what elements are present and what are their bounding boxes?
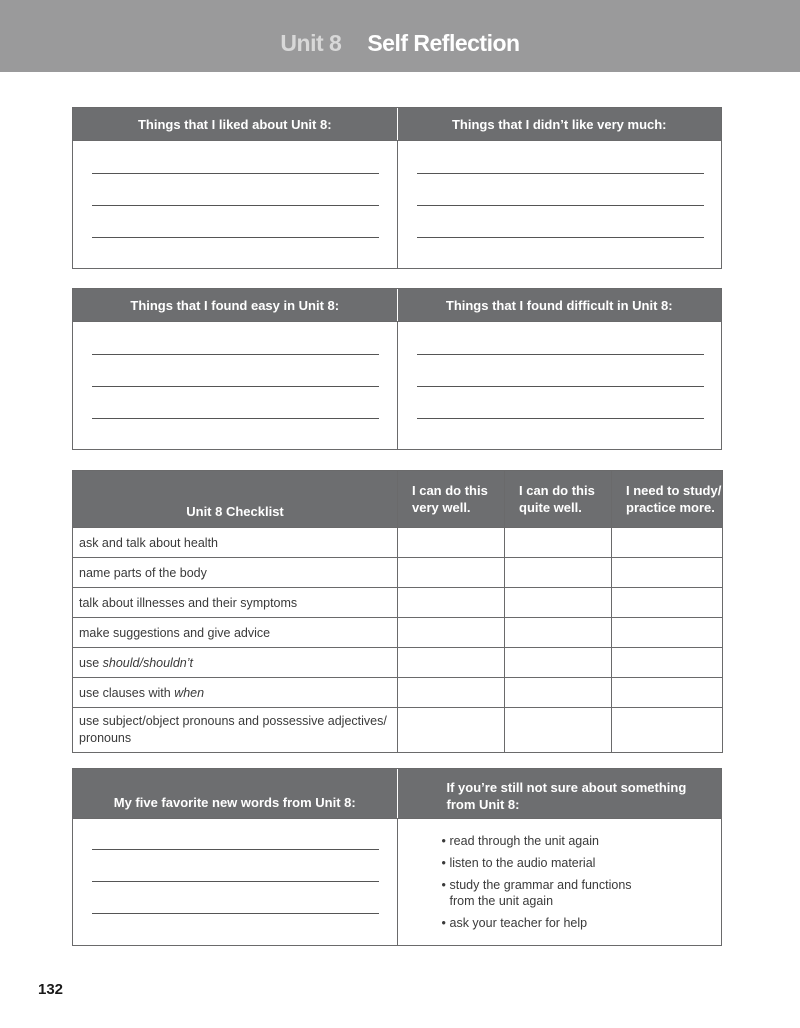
checkbox-cell[interactable]	[612, 678, 723, 708]
checkbox-cell[interactable]	[398, 558, 505, 588]
writing-line	[92, 386, 379, 387]
writing-line	[92, 354, 379, 355]
checklist-item: talk about illnesses and their symptoms	[73, 588, 398, 618]
checklist-heading: Unit 8 Checklist	[73, 471, 398, 528]
disliked-heading: Things that I didn’t like very much:	[397, 108, 722, 140]
checkbox-cell[interactable]	[398, 618, 505, 648]
checkbox-cell[interactable]	[398, 708, 505, 753]
easy-heading: Things that I found easy in Unit 8:	[130, 297, 340, 313]
table-row	[73, 558, 723, 588]
checklist-item: name parts of the body	[73, 558, 398, 588]
table-row	[73, 618, 723, 648]
difficult-answer-area[interactable]	[397, 322, 722, 449]
checklist-item: make suggestions and give advice	[73, 618, 398, 648]
checkbox-cell[interactable]	[505, 528, 612, 558]
col-very-well: I can do this very well.	[398, 471, 505, 528]
writing-line	[417, 205, 704, 206]
checklist-item: use subject/object pronouns and possessive adjectives/ pronouns	[73, 708, 398, 753]
writing-line	[92, 205, 379, 206]
liked-disliked-box	[72, 107, 722, 269]
writing-line	[92, 418, 379, 419]
table-row	[73, 588, 723, 618]
writing-line	[92, 881, 379, 882]
writing-line	[417, 386, 704, 387]
easy-answer-area[interactable]	[73, 322, 397, 449]
writing-line	[92, 173, 379, 174]
checkbox-cell[interactable]	[398, 678, 505, 708]
checkbox-cell[interactable]	[612, 708, 723, 753]
unsure-heading: If you’re still not sure about something from Unit 8:	[397, 769, 722, 818]
table-row	[73, 678, 723, 708]
section-title: Self Reflection	[367, 30, 520, 56]
list-item: • listen to the audio material	[441, 856, 596, 870]
disliked-answer-area[interactable]	[397, 141, 722, 268]
favorite-words-answer-area[interactable]	[73, 819, 397, 945]
writing-line	[92, 913, 379, 914]
page-number: 132	[38, 981, 64, 998]
checkbox-cell[interactable]	[612, 558, 723, 588]
checkbox-cell[interactable]	[398, 648, 505, 678]
col-quite-well: I can do this quite well.	[505, 471, 612, 528]
writing-line	[417, 237, 704, 238]
checklist-item: ask and talk about health	[73, 528, 398, 558]
favorite-words-heading: My five favorite new words from Unit 8:	[113, 795, 356, 810]
liked-answer-area[interactable]	[73, 141, 397, 268]
writing-line	[92, 849, 379, 850]
table-row	[73, 648, 723, 678]
writing-line	[417, 354, 704, 355]
checkbox-cell[interactable]	[398, 528, 505, 558]
checklist-header-row	[73, 471, 723, 528]
page-title	[0, 30, 800, 57]
checkbox-cell[interactable]	[612, 618, 723, 648]
checkbox-cell[interactable]	[612, 588, 723, 618]
tips-list	[442, 833, 632, 937]
liked-heading: Things that I liked about Unit 8:	[137, 116, 332, 132]
checkbox-cell[interactable]	[505, 558, 612, 588]
table-row	[73, 708, 723, 753]
favorite-words-box	[72, 768, 722, 946]
checkbox-cell[interactable]	[505, 618, 612, 648]
writing-line	[417, 173, 704, 174]
checkbox-cell[interactable]	[398, 588, 505, 618]
list-item: • ask your teacher for help	[441, 916, 588, 930]
table-row	[73, 528, 723, 558]
checkbox-cell[interactable]	[505, 708, 612, 753]
easy-difficult-box	[72, 288, 722, 450]
checkbox-cell[interactable]	[612, 528, 723, 558]
list-item: • study the grammar and functions from the unit again	[441, 878, 632, 908]
difficult-heading: Things that I found difficult in Unit 8:	[397, 289, 722, 321]
list-item: • read through the unit again	[441, 834, 599, 848]
unit-number: Unit 8	[280, 30, 342, 56]
writing-line	[417, 418, 704, 419]
col-need-study: I need to study/ practice more.	[612, 471, 723, 528]
checkbox-cell[interactable]	[505, 678, 612, 708]
checkbox-cell[interactable]	[505, 588, 612, 618]
checklist-item: use clauses with when	[73, 678, 398, 708]
checkbox-cell[interactable]	[612, 648, 723, 678]
checklist-item: use should/shouldn’t	[73, 648, 398, 678]
writing-line	[92, 237, 379, 238]
checkbox-cell[interactable]	[505, 648, 612, 678]
unit-checklist-table	[72, 470, 723, 753]
tips-area	[397, 819, 722, 945]
